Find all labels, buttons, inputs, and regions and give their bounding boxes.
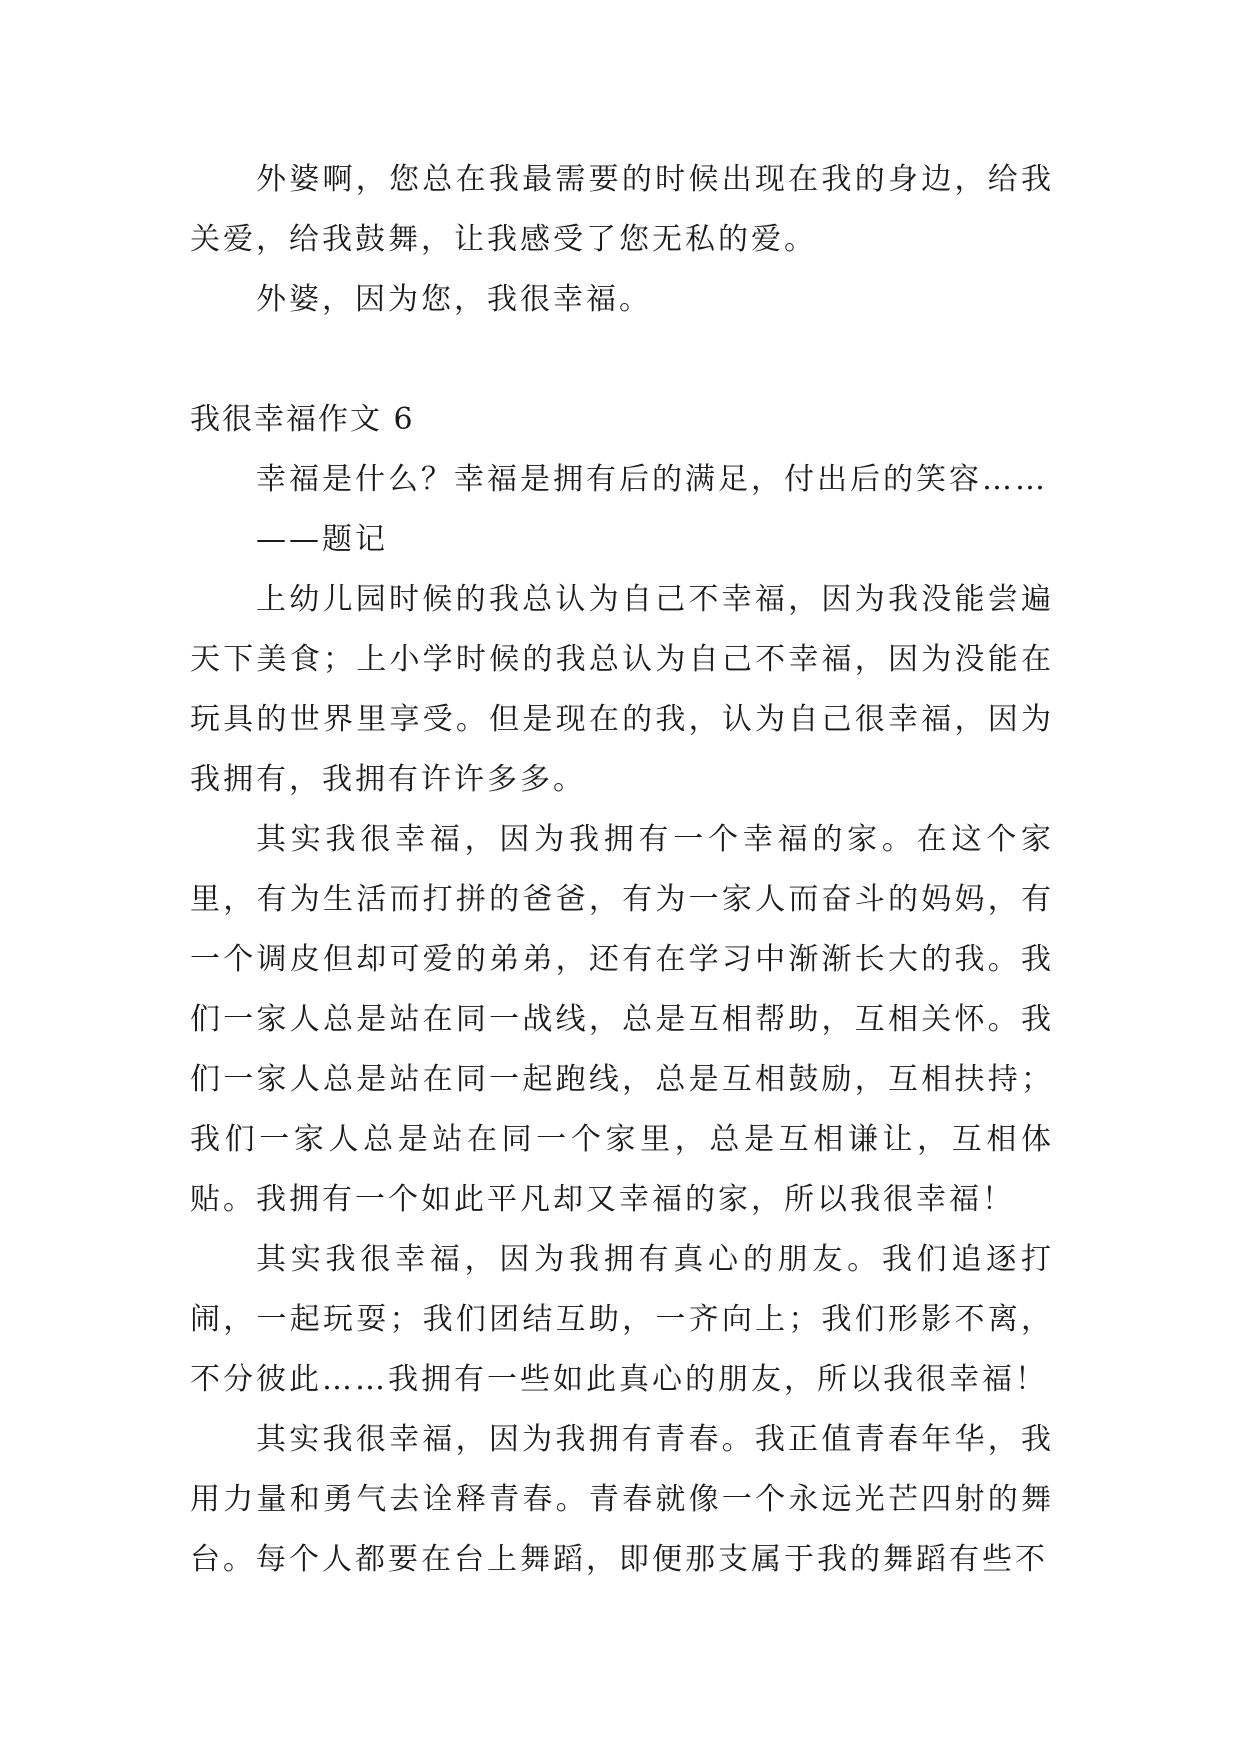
paragraph: 其实我很幸福，因为我拥有一个幸福的家。在这个家里，有为生活而打拼的爸爸，有为一家人而奋斗的妈妈，有一个调皮但却可爱的弟弟，还有在学习中渐渐长大的我。我们一家人总是站在同一战线，总是互相帮助，互相关怀。我们一家人总是站在同一起跑线，总是互相鼓励，互相扶持；我们一家人总是站在同一个家里，总是互相谦让，互相体贴。我拥有一个如此平凡却又幸福的家，所以我很幸福！ [190,822,1054,1217]
paragraph: 外婆，因为您，我很幸福。 [256,282,652,317]
section-title: 我很幸福作文 6 [190,402,415,437]
paragraph: 上幼儿园时候的我总认为自己不幸福，因为我没能尝遍天下美食；上小学时候的我总认为自己不幸福，因为没能在玩具的世界里享受。但是现在的我，认为自己很幸福，因为我拥有，我拥有许许多多。 [190,582,1054,797]
paragraph: 其实我很幸福，因为我拥有青春。我正值青春年华，我用力量和勇气去诠释青春。青春就像一个永远光芒四射的舞台。每个人都要在台上舞蹈，即便那支属于我的舞蹈有些不 [190,1422,1054,1577]
paragraph: 幸福是什么？幸福是拥有后的满足，付出后的笑容…… [256,462,1048,497]
paragraph: 其实我很幸福，因为我拥有真心的朋友。我们追逐打闹，一起玩耍；我们团结互助，一齐向上；我们形影不离，不分彼此……我拥有一些如此真心的朋友，所以我很幸福！ [190,1242,1054,1397]
section-text-block [190,450,1054,1590]
epigraph-attribution: ——题记 [256,522,388,557]
top-text-block [190,150,1054,330]
paragraph: 外婆啊，您总在我最需要的时候出现在我的身边，给我关爱，给我鼓舞，让我感受了您无私的爱。 [190,162,1054,257]
